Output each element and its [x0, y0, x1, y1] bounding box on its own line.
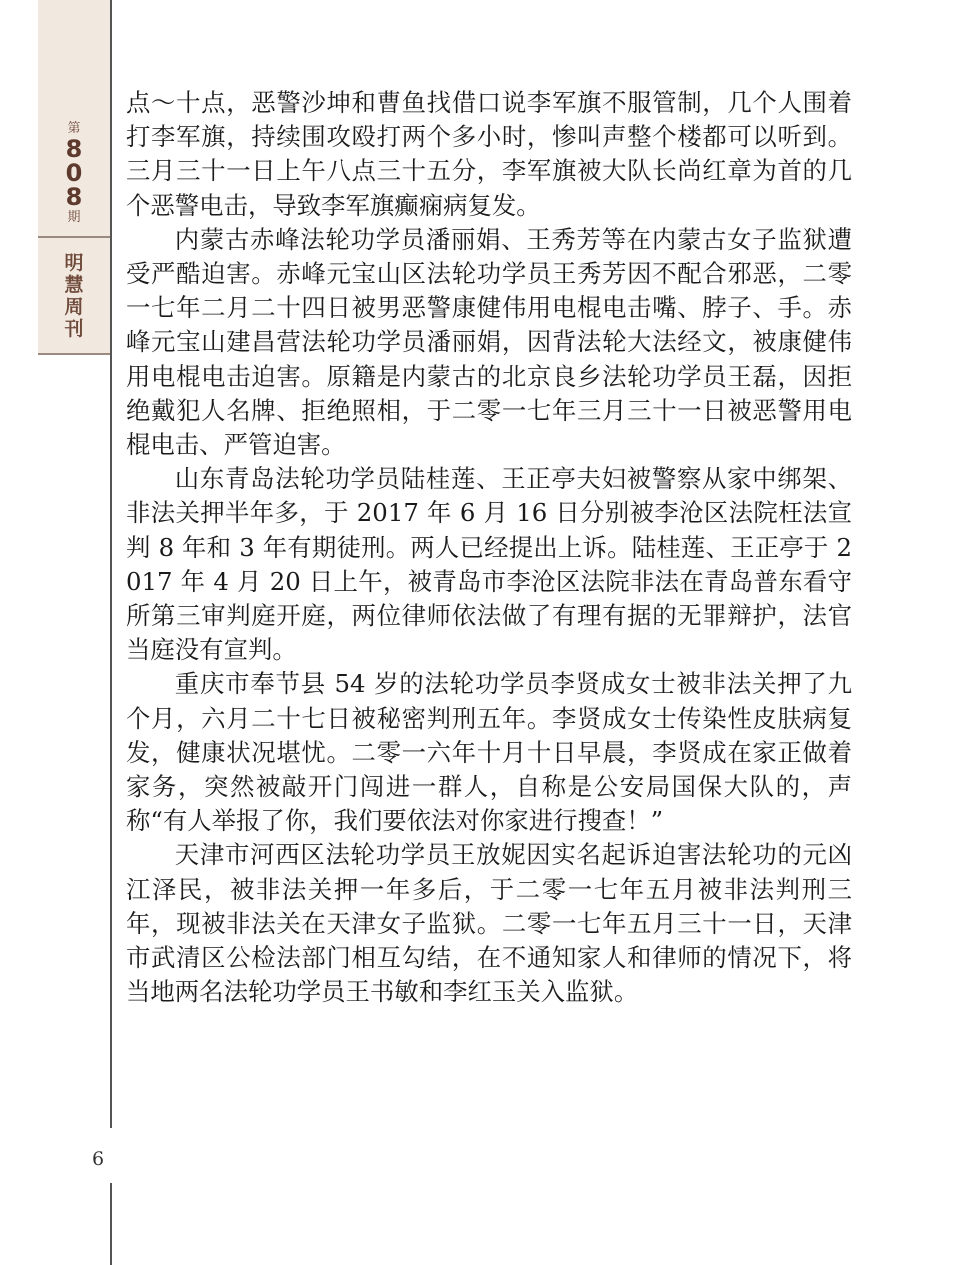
publication-char: 慧 [64, 274, 84, 296]
margin-rule [110, 0, 112, 1128]
publication-name [38, 252, 110, 340]
issue-suffix: 期 [67, 210, 81, 225]
paragraph: 山东青岛法轮功学员陆桂莲、王正亭夫妇被警察从家中绑架、非法关押半年多，于 2017 年 6 月 16 日分别被李沧区法院枉法宣判 8 年和 3 年有期徒刑。两人已经提出上诉。陆桂莲、王正亭于 2017 年 4 月 20 日上午，被青岛市李沧区法院非法在青岛普东看守所第三审判庭开庭，两位律师依法做了有理有据的无罪辩护，法官当庭没有宣判。 [126, 464, 852, 665]
issue-number [38, 120, 110, 226]
margin-rule [110, 1183, 112, 1265]
page-number: 6 [92, 1148, 105, 1170]
issue-digit: 8 [65, 183, 83, 211]
paragraph: 重庆市奉节县 54 岁的法轮功学员李贤成女士被非法关押了九个月，六月二十七日被秘密判刑五年。李贤成女士传染性皮肤病复发，健康状况堪忧。二零一六年十月十日早晨，李贤成在家正做着家务，突然被敲开门闯进一群人，自称是公安局国保大队的，声称“有人举报了你，我们要依法对你家进行搜查！” [126, 669, 852, 836]
publication-char: 周 [64, 296, 84, 318]
sidebar-divider [38, 236, 110, 238]
paragraph: 天津市河西区法轮功学员王放妮因实名起诉迫害法轮功的元凶江泽民，被非法关押一年多后，于二零一七年五月被非法判刑三年，现被非法关在天津女子监狱。二零一七年五月三十一日，天津市武清区公检法部门相互勾结，在不通知家人和律师的情况下，将当地两名法轮功学员王书敏和李红玉关入监狱。 [126, 840, 852, 1007]
paragraph: 点～十点，恶警沙坤和曹鱼找借口说李军旗不服管制，几个人围着打李军旗，持续围攻殴打两个多小时，惨叫声整个楼都可以听到。三月三十一日上午八点三十五分，李军旗被大队长尚红章为首的几个恶警电击，导致李军旗癫痫病复发。 [126, 88, 852, 220]
publication-char: 刊 [64, 318, 84, 340]
publication-char: 明 [64, 252, 84, 274]
issue-prefix: 第 [67, 121, 81, 136]
paragraph: 内蒙古赤峰法轮功学员潘丽娟、王秀芳等在内蒙古女子监狱遭受严酷迫害。赤峰元宝山区法轮功学员王秀芳因不配合邪恶，二零一七年二月二十四日被男恶警康健伟用电棍电击嘴、脖子、手。赤峰元宝山建昌营法轮功学员潘丽娟，因背法轮大法经文，被康健伟用电棍电击迫害。原籍是内蒙古的北京良乡法轮功学员王磊，因拒绝戴犯人名牌、拒绝照相，于二零一七年三月三十一日被恶警用电棍电击、严管迫害。 [126, 224, 852, 460]
article-body [126, 86, 852, 1009]
issue-digit: 8 [65, 135, 83, 163]
issue-digit: 0 [65, 159, 83, 187]
